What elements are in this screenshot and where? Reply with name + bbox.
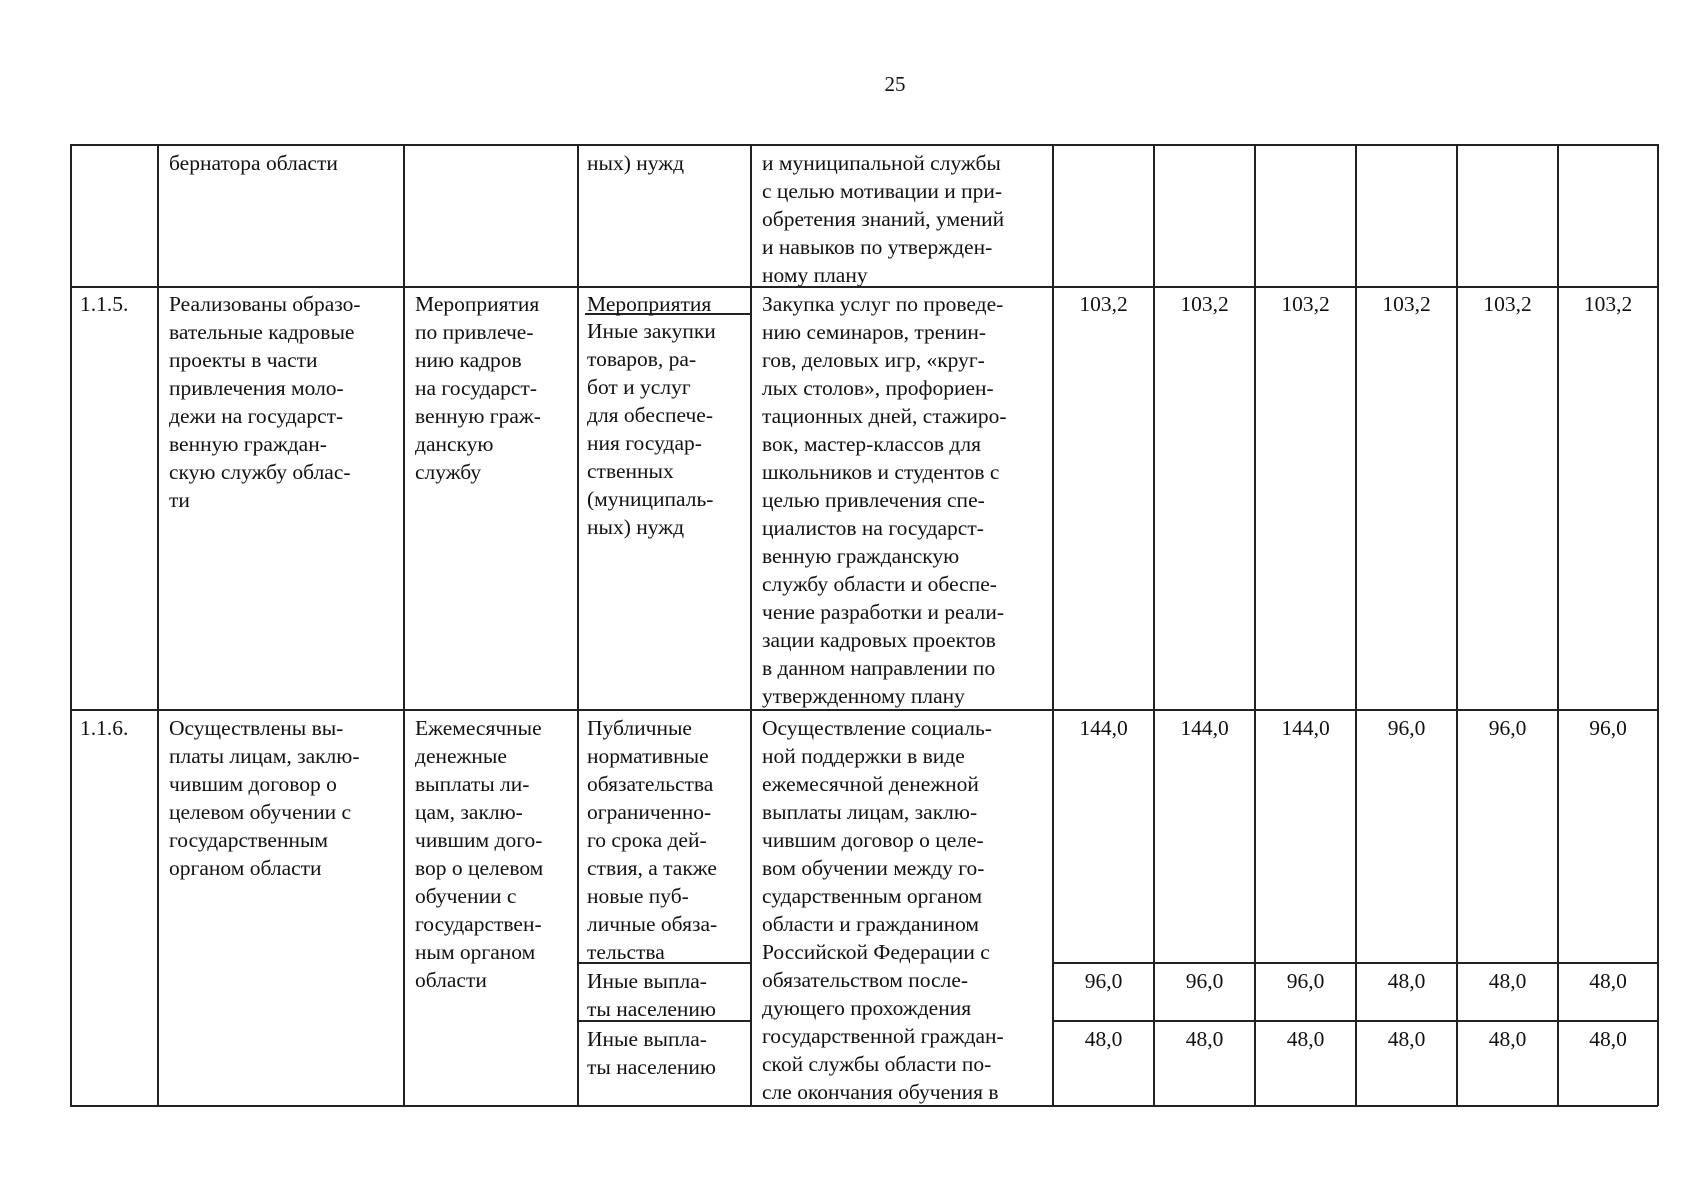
value-cell: 48,0 xyxy=(1387,1027,1426,1051)
value-cell: 103,2 xyxy=(1180,292,1229,316)
value-cell: 48,0 xyxy=(1084,1027,1123,1051)
value-cell: 96,0 xyxy=(1488,716,1527,740)
value-cell: 48,0 xyxy=(1387,969,1426,993)
column-border xyxy=(750,144,752,1106)
column-border xyxy=(1153,144,1155,1106)
value-cell: 48,0 xyxy=(1589,1027,1627,1051)
row-activity: Мероприятия по привлече- нию кадров на государст- венную граж- данскую службу xyxy=(415,292,541,484)
value-cell: 96,0 xyxy=(1589,716,1627,740)
continuation-goal: бернатора области xyxy=(169,151,338,175)
value-cell: 103,2 xyxy=(1382,292,1431,316)
row-goal: Осуществлены вы- платы лицам, заклю- чившим договор о целевом обучении с государственным органом области xyxy=(169,716,360,880)
value-cell: 96,0 xyxy=(1185,969,1224,993)
row-id: 1.1.6. xyxy=(80,716,129,740)
value-cell: 48,0 xyxy=(1185,1027,1224,1051)
column-border xyxy=(403,144,405,1106)
value-cell: 144,0 xyxy=(1079,716,1128,740)
table-top-border xyxy=(70,144,1658,146)
column-border xyxy=(577,144,579,1106)
value-cell: 144,0 xyxy=(1180,716,1229,740)
column-border xyxy=(1052,144,1054,1106)
page-number: 25 xyxy=(884,72,906,96)
column-border xyxy=(1657,144,1659,1106)
value-cell: 96,0 xyxy=(1084,969,1123,993)
value-cell: 103,2 xyxy=(1483,292,1532,316)
sub-row-funding-kind: Иные выпла- ты населению xyxy=(587,1027,716,1079)
row-funding-kind: Иные закупки товаров, ра- бот и услуг для обеспече- ния государ- ственных (муниципаль- ных) нужд xyxy=(587,319,716,539)
column-border xyxy=(1254,144,1256,1106)
sub-row-funding-kind: Иные выпла- ты населению xyxy=(587,969,716,1021)
value-cell: 48,0 xyxy=(1286,1027,1325,1051)
value-cell: 103,2 xyxy=(1583,292,1633,316)
value-cell: 48,0 xyxy=(1488,1027,1527,1051)
column-border xyxy=(157,144,159,1106)
column-border xyxy=(70,144,72,1106)
row-activity: Ежемесячные денежные выплаты ли- цам, заклю- чившим дого- вор о целевом обучении с государствен- ным органом области xyxy=(415,716,544,992)
column-border xyxy=(1355,144,1357,1106)
value-cell: 144,0 xyxy=(1281,716,1330,740)
value-cell: 96,0 xyxy=(1286,969,1325,993)
row-goal: Реализованы образо- вательные кадровые проекты в части привлечения моло- дежи на государст- венную граждан- скую службу облас- ти xyxy=(169,292,361,512)
funding-header: Мероприятия xyxy=(587,292,712,316)
column-border xyxy=(1557,144,1559,1106)
value-cell: 48,0 xyxy=(1488,969,1527,993)
sub-row-funding-kind: Публичные нормативные обязательства ограниченно- го срока дей- ствия, а также новые пуб- личные обяза- тельства xyxy=(587,716,718,964)
column-border xyxy=(1456,144,1458,1106)
value-cell: 48,0 xyxy=(1589,969,1627,993)
value-cell: 103,2 xyxy=(1281,292,1330,316)
row-description: Закупка услуг по проведе- нию семинаров, тренин- гов, деловых игр, «круг- лых столов», профориен- тационных дней, стажиро- вок, мастер-классов для школьников и студентов с целью привлечения спе- циалистов на государст- венную гражданскую службу области и обеспе- чение разработки и реали- зации кадровых проектов в данном направлении по утвержденному плану xyxy=(762,292,1007,708)
continuation-funding-kind: ных) нужд xyxy=(587,151,685,175)
row-description: Осуществление социаль- ной поддержки в виде ежемесячной денежной выплаты лицам, заклю- чившим договор о целе- вом обучении между го- сударственным органом области и гражданином Российской Федерации с обязательством после- дующего прохождения государственной граждан- ской службы области по- сле окончания обучения в xyxy=(762,716,1004,1104)
continuation-description: и муниципальной службы с целью мотивации и при- обретения знаний, умений и навыков по утвержден- ному плану xyxy=(762,151,1005,287)
value-cell: 103,2 xyxy=(1079,292,1128,316)
row-id: 1.1.5. xyxy=(80,292,129,316)
value-cell: 96,0 xyxy=(1387,716,1426,740)
